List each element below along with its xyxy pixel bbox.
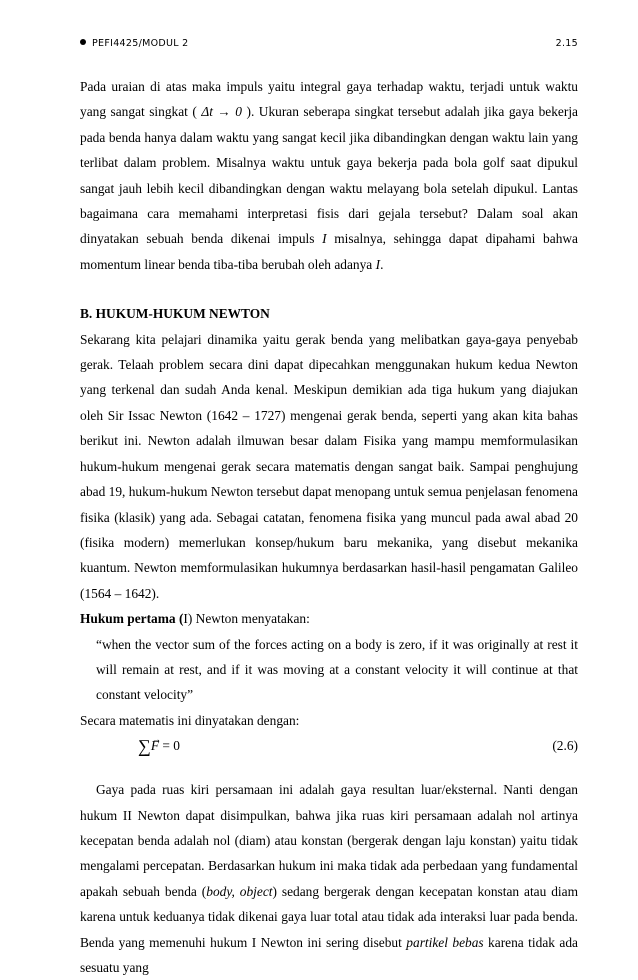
module-label [80, 38, 188, 49]
sigma-symbol: ∑ [138, 736, 151, 757]
page-number: 2.15 [555, 38, 578, 49]
math-intro: Secara matematis ini dinyatakan dengan: [80, 712, 300, 728]
equation-expression: ∑→ F = 0 [138, 733, 180, 759]
paragraph-law-one-explanation: Gaya pada ruas kiri persamaan ini adalah gaya resultan luar/eksternal. Nanti dengan hukum II Newton dapat disimpulkan, bahwa jika ruas kiri persamaan adalah nol artinya kecepatan benda adalah nol (diam) atau konstan (bergerak dengan laju konstan) yaitu tidak mengalami percepatan. Berdasarkan hukum ini maka tidak ada perbedaan yang fundamental apakah sebuah benda (body, object) sedang bergerak dengan kecepatan konstan atau diam karena untuk keduanya tidak dikenai gaya luar total atau tidak ada interaksi luar pada benda. Benda yang memenuhi hukum I Newton ini sering disebut partikel bebas karena tidak ada sesuatu yang [80, 782, 578, 975]
law-one-heading: Hukum pertama (I) Newton menyatakan: [80, 611, 310, 627]
bullet-icon [80, 39, 86, 45]
force-vector: → F [151, 738, 159, 753]
section-heading: B. HUKUM-HUKUM NEWTON [80, 306, 270, 322]
page-body [80, 74, 578, 980]
equation-number: (2.6) [552, 738, 578, 754]
page-header [80, 38, 578, 54]
module-code: PEFI4425/MODUL 2 [92, 38, 189, 49]
paragraph-newton-intro: Sekarang kita pelajari dinamika yaitu gerak benda yang melibatkan gaya-gaya penyebab gerak. Telaah problem secara dini dapat dipecahkan menggunakan hukum kedua Newton yang terkenal dan sudah Anda kenal. Meskipun demikian ada tiga hukum yang diajukan oleh Sir Issac Newton (1642 – 1727) mengenai gerak benda, seperti yang akan kita bahas berikut ini. Newton adalah ilmuwan besar dalam Fisika yang mampu memformulasikan hukum-hukum mengenai gerak secara matematis dengan sangat baik. Sampai penghujung abad 19, hukum-hukum Newton tersebut dapat menopang untuk semua penjelasan fenomena fisika (klasik) yang ada. Sebagai catatan, fenomena fisika yang muncul pada awal abad 20 (fisika modern) memerlukan konsep/hukum baru mekanika, yang disebut mekanika kuantum. Newton memformulasikan hukumnya berdasarkan hasil-hasil pengamatan Galileo (1564 – 1642). [80, 331, 578, 601]
law-one-quote: “when the vector sum of the forces acting on a body is zero, if it was originally at rest it will remain at rest, and if it was moving at a constant velocity it will continue at that constant velocity” [96, 636, 578, 703]
paragraph-impulse: Pada uraian di atas maka impuls yaitu integral gaya terhadap waktu, terjadi untuk waktu yang sangat singkat ( Δt → 0 ). Ukuran seberapa singkat tersebut adalah jika gaya bekerja pada benda hanya dalam waktu yang sangat kecil jika dibandingkan dengan waktu lain yang terlibat dalam problem. Misalnya waktu untuk gaya bekerja pada bola golf saat dipukul sangat jauh lebih kecil dibandingkan dengan waktu melayang bola setelah dipukul. Lantas bagaimana cara memahami interpretasi fisis dari gejala tersebut? Dalam soal akan dinyatakan sebuah benda dikenai impuls I misalnya, sehingga dapat dipahami bahwa momentum linear benda tiba-tiba berubah oleh adanya I. [80, 79, 579, 272]
delta-t-expression: Δt → 0 [201, 104, 242, 120]
equation-2-6 [80, 733, 578, 763]
